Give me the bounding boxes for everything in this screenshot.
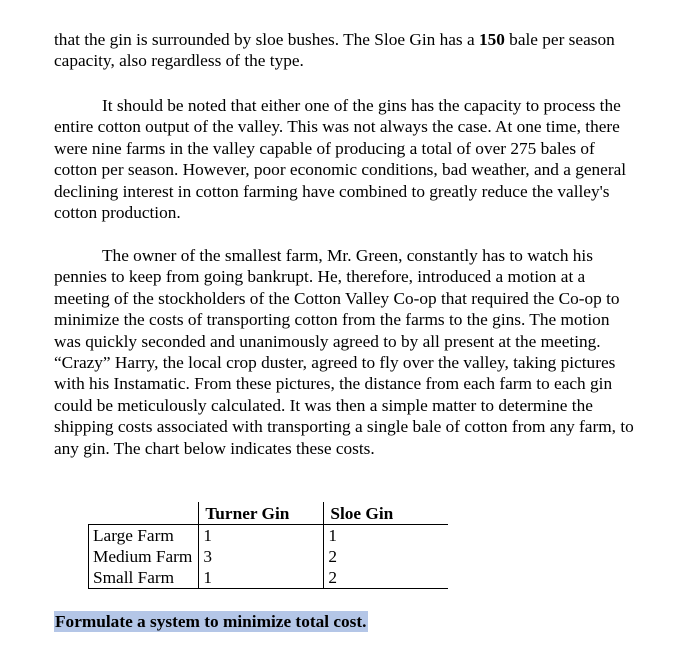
table-header-turner-gin: Turner Gin (199, 502, 324, 525)
sloe-cost-cell: 2 (324, 546, 449, 567)
table-row (89, 567, 449, 589)
farm-name-cell: Large Farm (89, 525, 199, 547)
paragraph-gin-capacity-history-text: It should be noted that either one of the gins has the capacity to process the entire cotton output of the valley. This was not always the case. At one time, there were nine farms in the valley capable of producing a total of over 275 bales of cotton per season. However, poor economic conditions, bad weather, and a general declining interest in cotton farming have combined to greatly reduce the valley's cotton production. (54, 96, 627, 223)
farm-name-cell: Medium Farm (89, 546, 199, 567)
table-header-sloe-gin: Sloe Gin (324, 502, 449, 525)
paragraph-sloe-gin-capacity-pre: that the gin is surrounded by sloe bushes. The Sloe Gin has a (54, 30, 479, 49)
shipping-cost-table (88, 502, 448, 589)
farm-name-cell: Small Farm (89, 567, 199, 589)
turner-cost-cell: 3 (199, 546, 324, 567)
sloe-gin-capacity-value: 150 (478, 30, 505, 49)
turner-cost-cell: 1 (199, 525, 324, 547)
table-header-row (89, 502, 449, 525)
paragraph-sloe-gin-capacity (54, 29, 634, 72)
paragraph-gin-capacity-history (54, 95, 634, 223)
task-prompt-highlighted: Formulate a system to minimize total cost. (55, 612, 367, 631)
paragraph-shipping-costs (54, 245, 634, 459)
sloe-cost-cell: 2 (324, 567, 449, 589)
table-header-corner (89, 502, 199, 525)
paragraph-sloe-gin-capacity-post: bale per season capacity, also regardless of the type. (54, 30, 615, 71)
sloe-cost-cell: 1 (324, 525, 449, 547)
turner-cost-cell: 1 (199, 567, 324, 589)
table-row (89, 525, 449, 547)
paragraph-shipping-costs-text: The owner of the smallest farm, Mr. Green, constantly has to watch his pennies to keep from going bankrupt. He, therefore, introduced a motion at a meeting of the stockholders of the Cotton Valley Co-op that required the Co-op to minimize the costs of transporting cotton from the farms to the gins. The motion was quickly seconded and unanimously agreed to by all present at the meeting. “Crazy” Harry, the local crop duster, agreed to fly over the valley, taking pictures with his Instamatic. From these pictures, the distance from each farm to each gin could be meticulously calculated. It was then a simple matter to determine the shipping costs associated with transporting a single bale of cotton from any farm, to any gin. The chart below indicates these costs. (54, 246, 634, 458)
table-row (89, 546, 449, 567)
